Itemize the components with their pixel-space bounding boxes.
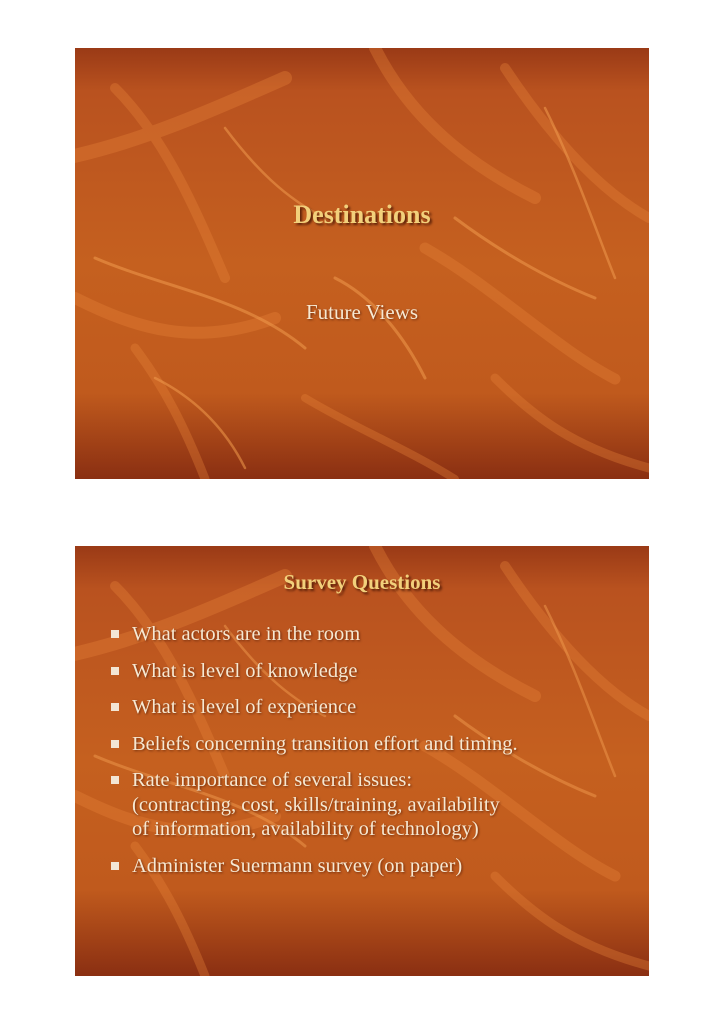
slide-survey-questions (75, 546, 649, 976)
square-bullet-icon (111, 862, 119, 870)
square-bullet-icon (111, 776, 119, 784)
bullet-item (109, 695, 639, 720)
bullet-text (132, 732, 639, 757)
slide-destinations (75, 48, 649, 479)
bullet-text (132, 659, 639, 684)
bullet-line: What actors are in the room (132, 623, 361, 645)
slide-title: Destinations (293, 200, 431, 229)
bullet-line: Administer Suermann survey (on paper) (132, 854, 463, 877)
square-bullet-icon (111, 630, 119, 638)
bullet-item (109, 622, 639, 647)
bullet-text (132, 768, 639, 842)
bullet-line: (contracting, cost, skills/training, availability (132, 793, 500, 816)
slide-title: Survey Questions (283, 570, 441, 594)
square-bullet-icon (111, 703, 119, 711)
bullet-item (109, 854, 639, 879)
bullet-line: What is level of knowledge (132, 659, 358, 682)
square-bullet-icon (111, 740, 119, 748)
leaf-background-pattern (75, 48, 649, 479)
bullet-text (132, 695, 639, 720)
bullet-item (109, 768, 639, 842)
bullet-list (109, 622, 639, 890)
slide-subtitle: Future Views (305, 300, 419, 324)
bullet-line: Rate importance of several issues: (132, 769, 413, 791)
square-bullet-icon (111, 667, 119, 675)
bullet-line: Beliefs concerning transition effort and timing. (132, 732, 518, 755)
bullet-item (109, 659, 639, 684)
bullet-line: of information, availability of technology) (132, 818, 479, 840)
bullet-text (132, 622, 639, 647)
bullet-text (132, 854, 639, 879)
bullet-item (109, 732, 639, 757)
bullet-line: What is level of experience (132, 696, 357, 718)
